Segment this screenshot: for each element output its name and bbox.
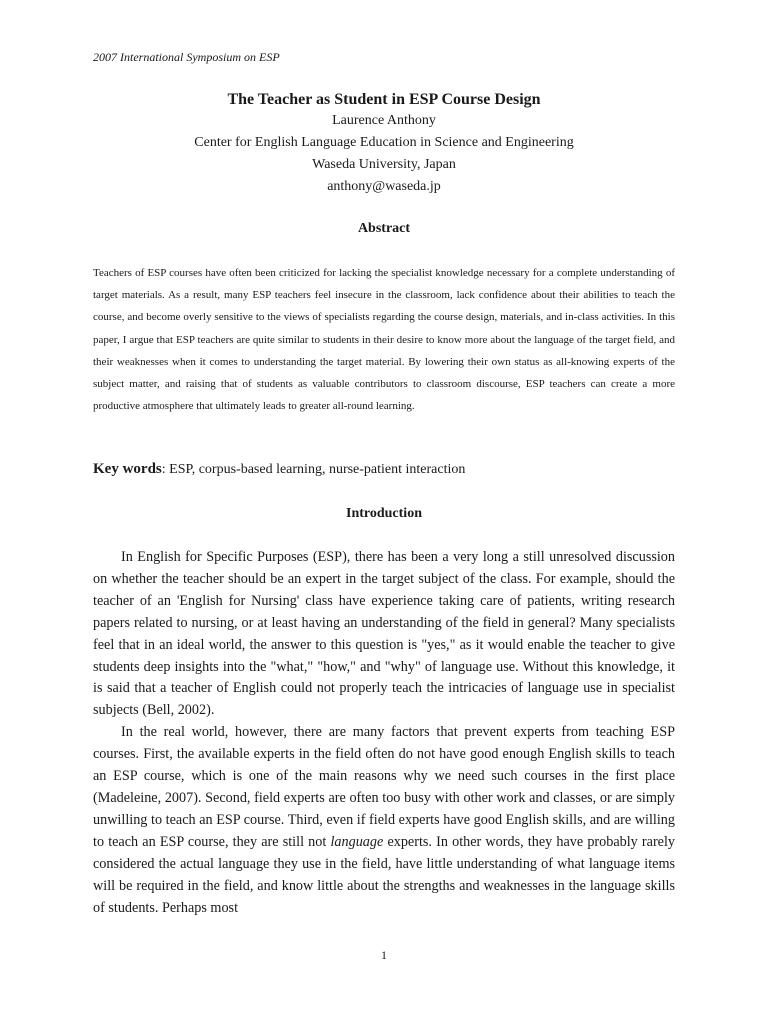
intro-paragraph-2 <box>93 722 675 919</box>
intro-paragraph-2-italic: language <box>330 833 384 850</box>
running-header: 2007 International Symposium on ESP <box>93 50 280 64</box>
page-number: 1 <box>381 948 387 962</box>
keywords-separator: : <box>161 462 170 477</box>
abstract-heading: Abstract <box>357 221 411 236</box>
keywords-line <box>93 461 465 478</box>
author-email: anthony@waseda.jp <box>327 179 441 194</box>
intro-paragraph-1: In English for Specific Purposes (ESP), there has been a very long a still unresolved discussion on whether the teacher should be an expert in the target subject of the class. For example, should the teacher of an 'English for Nursing' class have experience taking care of patients, writing research papers related to nursing, or at least having an understanding of the field in general? Many specialists feel that in an ideal world, the answer to this question is "yes," as it would enable the teacher to give students deep insights into the "what," "how," and "why" of language use. Without this knowledge, it is said that a teacher of English could not properly teach the intricacies of language use in specialist subjects (Bell, 2002). <box>93 549 675 719</box>
author-institution: Waseda University, Japan <box>312 157 456 172</box>
author-name: Laurence Anthony <box>332 113 436 128</box>
keywords-label: Key words <box>93 461 162 477</box>
abstract-text: Teachers of ESP courses have often been criticized for lacking the specialist knowledge necessary for a complete understanding of target materials. As a result, many ESP teachers feel insecure in the classroom, lack confidence about their abilities to teach the course, and become overly sensitive to the views of specialists regarding the course design, materials, and in-class activities. In this paper, I argue that ESP teachers are quite similar to students in their desire to know more about the language of the target field, and their weaknesses when it comes to understanding the target material. By lowering their own status as all-knowing experts of the subject matter, and raising that of students as valuable contributors to classroom discourse, ESP teachers can create a more productive atmosphere that ultimately leads to greater all-round learning. <box>93 267 675 413</box>
paper-title: The Teacher as Student in ESP Course Design <box>227 91 541 108</box>
keywords-text: ESP, corpus-based learning, nurse-patient interaction <box>169 462 466 477</box>
title-block <box>0 90 768 198</box>
author-affiliation: Center for English Language Education in Science and Engineering <box>194 135 574 150</box>
introduction-heading: Introduction <box>346 506 422 521</box>
introduction-body <box>93 547 675 919</box>
intro-paragraph-2-after: experts. In other words, they have probably rarely considered the actual language they use in the field, have little understanding of what language items will be required in the field, and know little about the strengths and weaknesses in the language skills of students. Perhaps most <box>93 833 675 916</box>
intro-paragraph-2-before: In the real world, however, there are many factors that prevent experts from teaching ESP courses. First, the available experts in the field often do not have good enough English skills to teach an ESP course, which is one of the main reasons why we need such courses in the first place (Madeleine, 2007). Second, field experts are often too busy with other work and classes, or are simply unwilling to teach an ESP course. Third, even if field experts have good English skills, and are willing to teach an ESP course, they are still not <box>93 724 675 850</box>
